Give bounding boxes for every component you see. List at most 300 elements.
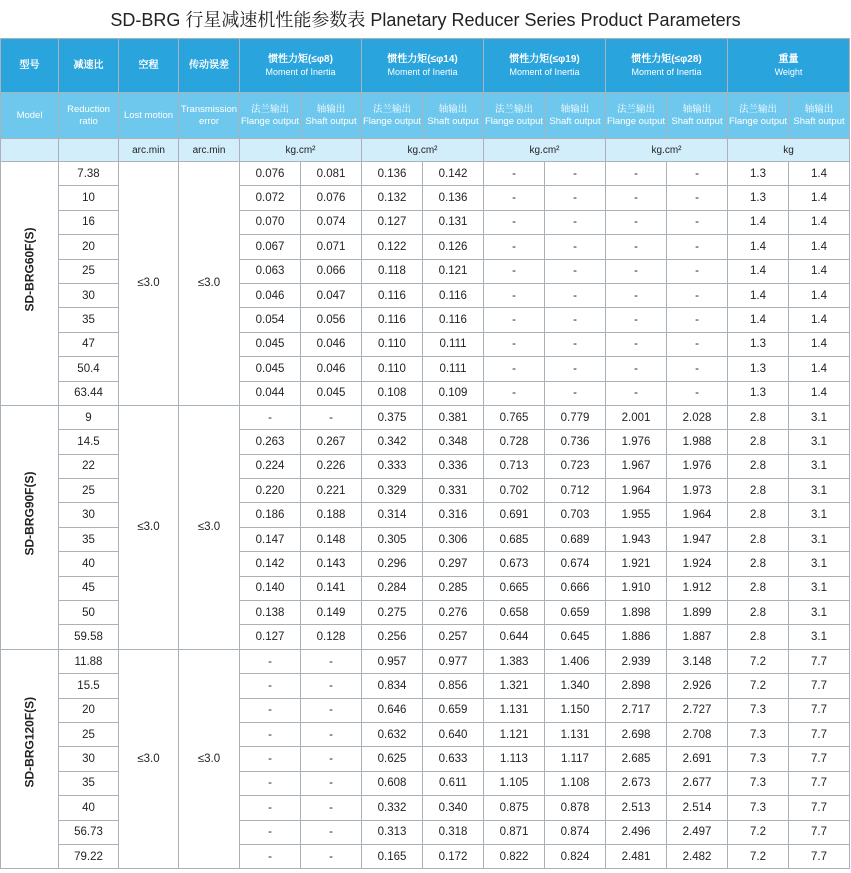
header-shaft-weight — [789, 93, 850, 139]
inertia28-flange-cell: 1.964 — [606, 479, 667, 503]
header-model-en: Model — [1, 93, 59, 139]
inertia28-shaft-cell: 2.028 — [667, 405, 728, 429]
header-flange-19 — [484, 93, 545, 139]
inertia19-flange-cell: 0.658 — [484, 601, 545, 625]
inertia8-shaft-cell: 0.143 — [301, 552, 362, 576]
inertia19-flange-cell: - — [484, 381, 545, 405]
weight-flange-cell: 1.3 — [728, 357, 789, 381]
inertia8-flange-cell: 0.045 — [240, 357, 301, 381]
header-lost-cn: 空程 — [119, 39, 179, 93]
inertia8-shaft-cell: - — [301, 771, 362, 795]
inertia14-flange-cell: 0.284 — [362, 576, 423, 600]
inertia19-shaft-cell: 1.340 — [545, 674, 606, 698]
flange-cn: 法兰输出 — [250, 103, 289, 115]
weight-shaft-cell: 1.4 — [789, 186, 850, 210]
inertia28-flange-cell: 2.698 — [606, 722, 667, 746]
inertia14-flange-cell: 0.122 — [362, 235, 423, 259]
inertia8-flange-cell: 0.045 — [240, 332, 301, 356]
table-row — [1, 405, 850, 429]
inertia14-flange-cell: 0.275 — [362, 601, 423, 625]
ratio-cell: 11.88 — [59, 649, 119, 673]
weight-shaft-cell: 3.1 — [789, 601, 850, 625]
inertia8-shaft-cell: 0.081 — [301, 162, 362, 186]
inertia19-shaft-cell: 0.689 — [545, 527, 606, 551]
weight-shaft-cell: 3.1 — [789, 625, 850, 649]
inertia28-flange-cell: 1.943 — [606, 527, 667, 551]
inertia14-flange-cell: 0.646 — [362, 698, 423, 722]
weight-flange-cell: 7.2 — [728, 820, 789, 844]
inertia28-flange-cell: 2.001 — [606, 405, 667, 429]
flange-en: Flange output — [240, 115, 300, 127]
weight-flange-cell: 7.3 — [728, 771, 789, 795]
model-cell — [1, 162, 59, 406]
shaft-cn: 轴输出 — [682, 103, 712, 115]
header-ratio-en: Reduction ratio — [59, 93, 119, 139]
inertia8-shaft-cell: - — [301, 722, 362, 746]
weight-shaft-cell: 3.1 — [789, 527, 850, 551]
inertia19-shaft-cell: 0.824 — [545, 844, 606, 868]
header-model-cn: 型号 — [1, 39, 59, 93]
inertia28-shaft-cell: - — [667, 210, 728, 234]
header-inertia-28-en: Moment of Inertia — [631, 66, 702, 77]
inertia28-shaft-cell: 2.691 — [667, 747, 728, 771]
ratio-cell: 20 — [59, 698, 119, 722]
weight-shaft-cell: 3.1 — [789, 430, 850, 454]
inertia28-shaft-cell: 1.947 — [667, 527, 728, 551]
inertia28-shaft-cell: 1.899 — [667, 601, 728, 625]
inertia28-flange-cell: - — [606, 162, 667, 186]
inertia14-shaft-cell: 0.276 — [423, 601, 484, 625]
header-trans-cn: 传动误差 — [179, 39, 240, 93]
model-cell — [1, 649, 59, 869]
flange-en: Flange output — [362, 115, 422, 127]
inertia8-shaft-cell: 0.221 — [301, 479, 362, 503]
lost-motion-cell: ≤3.0 — [119, 649, 179, 869]
inertia14-flange-cell: 0.314 — [362, 503, 423, 527]
header-flange-28 — [606, 93, 667, 139]
ratio-cell: 20 — [59, 235, 119, 259]
ratio-cell: 25 — [59, 259, 119, 283]
transmission-error-cell: ≤3.0 — [179, 162, 240, 406]
inertia8-flange-cell: 0.224 — [240, 454, 301, 478]
inertia14-shaft-cell: 0.340 — [423, 796, 484, 820]
weight-flange-cell: 7.2 — [728, 649, 789, 673]
inertia8-shaft-cell: 0.226 — [301, 454, 362, 478]
unit-empty — [1, 139, 59, 162]
inertia28-flange-cell: 2.898 — [606, 674, 667, 698]
ratio-cell: 35 — [59, 527, 119, 551]
inertia28-flange-cell: 1.886 — [606, 625, 667, 649]
inertia14-flange-cell: 0.329 — [362, 479, 423, 503]
inertia28-shaft-cell: - — [667, 259, 728, 283]
header-trans-en: Transmission error — [179, 93, 240, 139]
inertia14-flange-cell: 0.118 — [362, 259, 423, 283]
shaft-cn: 轴输出 — [560, 103, 590, 115]
inertia8-shaft-cell: 0.148 — [301, 527, 362, 551]
weight-shaft-cell: 7.7 — [789, 674, 850, 698]
inertia19-flange-cell: 1.113 — [484, 747, 545, 771]
inertia19-flange-cell: 0.644 — [484, 625, 545, 649]
inertia14-shaft-cell: 0.348 — [423, 430, 484, 454]
inertia19-shaft-cell: 1.150 — [545, 698, 606, 722]
weight-flange-cell: 1.3 — [728, 162, 789, 186]
ratio-cell: 16 — [59, 210, 119, 234]
model-name: SD-BRG120F(S) — [22, 696, 37, 788]
inertia28-shaft-cell: - — [667, 381, 728, 405]
weight-shaft-cell: 1.4 — [789, 235, 850, 259]
unit-inertia-8: kg.cm² — [240, 139, 362, 162]
weight-flange-cell: 7.2 — [728, 674, 789, 698]
header-flange-8 — [240, 93, 301, 139]
inertia14-flange-cell: 0.333 — [362, 454, 423, 478]
inertia8-flange-cell: - — [240, 674, 301, 698]
table-row — [1, 649, 850, 673]
inertia19-flange-cell: - — [484, 186, 545, 210]
inertia19-shaft-cell: - — [545, 259, 606, 283]
inertia14-shaft-cell: 0.336 — [423, 454, 484, 478]
inertia14-flange-cell: 0.296 — [362, 552, 423, 576]
inertia8-shaft-cell: 0.074 — [301, 210, 362, 234]
inertia8-shaft-cell: 0.141 — [301, 576, 362, 600]
inertia14-shaft-cell: 0.111 — [423, 332, 484, 356]
inertia28-flange-cell: 1.967 — [606, 454, 667, 478]
inertia28-flange-cell: 2.481 — [606, 844, 667, 868]
page-title: SD-BRG 行星减速机性能参数表 Planetary Reducer Series Product Parameters — [110, 10, 741, 30]
ratio-cell: 40 — [59, 796, 119, 820]
inertia19-shaft-cell: 1.131 — [545, 722, 606, 746]
inertia28-flange-cell: 1.921 — [606, 552, 667, 576]
weight-flange-cell: 1.4 — [728, 283, 789, 307]
inertia8-flange-cell: - — [240, 820, 301, 844]
inertia19-shaft-cell: 0.645 — [545, 625, 606, 649]
inertia14-shaft-cell: 0.306 — [423, 527, 484, 551]
inertia28-flange-cell: 2.685 — [606, 747, 667, 771]
inertia8-shaft-cell: - — [301, 649, 362, 673]
weight-shaft-cell: 7.7 — [789, 747, 850, 771]
inertia28-shaft-cell: 2.677 — [667, 771, 728, 795]
inertia8-shaft-cell: - — [301, 674, 362, 698]
weight-shaft-cell: 1.4 — [789, 283, 850, 307]
weight-shaft-cell: 7.7 — [789, 796, 850, 820]
header-inertia-14 — [362, 39, 484, 93]
inertia19-flange-cell: 1.131 — [484, 698, 545, 722]
weight-shaft-cell: 1.4 — [789, 308, 850, 332]
ratio-cell: 47 — [59, 332, 119, 356]
inertia28-shaft-cell: 2.482 — [667, 844, 728, 868]
inertia14-shaft-cell: 0.172 — [423, 844, 484, 868]
inertia8-flange-cell: 0.054 — [240, 308, 301, 332]
inertia8-flange-cell: - — [240, 747, 301, 771]
inertia19-flange-cell: - — [484, 308, 545, 332]
inertia14-flange-cell: 0.632 — [362, 722, 423, 746]
weight-shaft-cell: 1.4 — [789, 259, 850, 283]
inertia19-shaft-cell: - — [545, 308, 606, 332]
inertia28-shaft-cell: 1.924 — [667, 552, 728, 576]
weight-flange-cell: 1.3 — [728, 332, 789, 356]
weight-shaft-cell: 3.1 — [789, 479, 850, 503]
flange-en: Flange output — [606, 115, 666, 127]
ratio-cell: 7.38 — [59, 162, 119, 186]
header-inertia-8 — [240, 39, 362, 93]
inertia14-flange-cell: 0.108 — [362, 381, 423, 405]
inertia14-shaft-cell: 0.659 — [423, 698, 484, 722]
inertia14-flange-cell: 0.256 — [362, 625, 423, 649]
shaft-cn: 轴输出 — [438, 103, 468, 115]
inertia14-flange-cell: 0.332 — [362, 796, 423, 820]
weight-flange-cell: 2.8 — [728, 405, 789, 429]
inertia14-shaft-cell: 0.977 — [423, 649, 484, 673]
inertia19-flange-cell: - — [484, 210, 545, 234]
model-name: SD-BRG60F(S) — [22, 227, 37, 312]
inertia28-flange-cell: - — [606, 357, 667, 381]
ratio-cell: 30 — [59, 747, 119, 771]
weight-shaft-cell: 7.7 — [789, 722, 850, 746]
ratio-cell: 56.73 — [59, 820, 119, 844]
ratio-cell: 25 — [59, 479, 119, 503]
ratio-cell: 30 — [59, 503, 119, 527]
inertia8-shaft-cell: - — [301, 844, 362, 868]
weight-flange-cell: 2.8 — [728, 527, 789, 551]
header-inertia-14-cn: 惯性力矩(≤φ14) — [387, 53, 458, 65]
inertia19-shaft-cell: - — [545, 186, 606, 210]
inertia14-flange-cell: 0.110 — [362, 332, 423, 356]
unit-inertia-19: kg.cm² — [484, 139, 606, 162]
inertia8-flange-cell: 0.046 — [240, 283, 301, 307]
inertia8-shaft-cell: - — [301, 820, 362, 844]
ratio-cell: 15.5 — [59, 674, 119, 698]
flange-cn: 法兰输出 — [494, 103, 533, 115]
inertia28-shaft-cell: - — [667, 162, 728, 186]
inertia19-flange-cell: 0.665 — [484, 576, 545, 600]
inertia8-flange-cell: 0.070 — [240, 210, 301, 234]
inertia14-flange-cell: 0.116 — [362, 283, 423, 307]
unit-lost: arc.min — [119, 139, 179, 162]
inertia14-shaft-cell: 0.285 — [423, 576, 484, 600]
parameters-table — [0, 38, 850, 869]
inertia28-shaft-cell: 1.964 — [667, 503, 728, 527]
weight-flange-cell: 2.8 — [728, 601, 789, 625]
inertia14-flange-cell: 0.132 — [362, 186, 423, 210]
weight-flange-cell: 7.3 — [728, 722, 789, 746]
shaft-en: Shaft output — [671, 115, 723, 127]
inertia8-shaft-cell: - — [301, 747, 362, 771]
inertia19-shaft-cell: 0.779 — [545, 405, 606, 429]
inertia8-shaft-cell: 0.046 — [301, 357, 362, 381]
shaft-en: Shaft output — [549, 115, 601, 127]
ratio-cell: 14.5 — [59, 430, 119, 454]
inertia28-shaft-cell: 2.497 — [667, 820, 728, 844]
inertia28-flange-cell: - — [606, 235, 667, 259]
transmission-error-cell: ≤3.0 — [179, 649, 240, 869]
inertia14-flange-cell: 0.305 — [362, 527, 423, 551]
inertia14-flange-cell: 0.342 — [362, 430, 423, 454]
inertia19-flange-cell: 0.871 — [484, 820, 545, 844]
header-row-en — [1, 93, 850, 139]
ratio-cell: 40 — [59, 552, 119, 576]
inertia14-shaft-cell: 0.121 — [423, 259, 484, 283]
shaft-cn: 轴输出 — [316, 103, 346, 115]
header-lost-en: Lost motion — [119, 93, 179, 139]
inertia8-shaft-cell: 0.128 — [301, 625, 362, 649]
inertia28-shaft-cell: - — [667, 283, 728, 307]
inertia14-shaft-cell: 0.257 — [423, 625, 484, 649]
header-inertia-19-cn: 惯性力矩(≤φ19) — [509, 53, 580, 65]
unit-inertia-14: kg.cm² — [362, 139, 484, 162]
shaft-en: Shaft output — [427, 115, 479, 127]
inertia19-shaft-cell: - — [545, 235, 606, 259]
inertia14-shaft-cell: 0.331 — [423, 479, 484, 503]
unit-weight: kg — [728, 139, 850, 162]
unit-trans: arc.min — [179, 139, 240, 162]
inertia8-shaft-cell: 0.071 — [301, 235, 362, 259]
model-cell — [1, 405, 59, 649]
inertia14-flange-cell: 0.136 — [362, 162, 423, 186]
inertia8-flange-cell: 0.142 — [240, 552, 301, 576]
inertia19-flange-cell: - — [484, 283, 545, 307]
inertia28-flange-cell: 1.898 — [606, 601, 667, 625]
weight-shaft-cell: 3.1 — [789, 405, 850, 429]
inertia8-flange-cell: 0.140 — [240, 576, 301, 600]
weight-shaft-cell: 1.4 — [789, 381, 850, 405]
inertia28-flange-cell: - — [606, 259, 667, 283]
inertia28-flange-cell: 2.496 — [606, 820, 667, 844]
inertia8-flange-cell: - — [240, 796, 301, 820]
flange-cn: 法兰输出 — [616, 103, 655, 115]
inertia14-shaft-cell: 0.136 — [423, 186, 484, 210]
inertia8-flange-cell: 0.147 — [240, 527, 301, 551]
inertia19-flange-cell: - — [484, 332, 545, 356]
inertia19-flange-cell: - — [484, 162, 545, 186]
weight-flange-cell: 2.8 — [728, 552, 789, 576]
ratio-cell: 9 — [59, 405, 119, 429]
header-shaft-19 — [545, 93, 606, 139]
inertia8-flange-cell: 0.063 — [240, 259, 301, 283]
weight-flange-cell: 1.3 — [728, 186, 789, 210]
inertia8-flange-cell: 0.263 — [240, 430, 301, 454]
ratio-cell: 35 — [59, 308, 119, 332]
inertia14-flange-cell: 0.375 — [362, 405, 423, 429]
inertia14-shaft-cell: 0.126 — [423, 235, 484, 259]
inertia14-shaft-cell: 0.131 — [423, 210, 484, 234]
flange-en: Flange output — [484, 115, 544, 127]
flange-cn: 法兰输出 — [738, 103, 777, 115]
weight-shaft-cell: 7.7 — [789, 771, 850, 795]
header-ratio-cn: 减速比 — [59, 39, 119, 93]
header-row-cn — [1, 39, 850, 93]
weight-flange-cell: 2.8 — [728, 625, 789, 649]
inertia14-flange-cell: 0.834 — [362, 674, 423, 698]
shaft-en: Shaft output — [793, 115, 845, 127]
inertia19-shaft-cell: 1.117 — [545, 747, 606, 771]
inertia28-shaft-cell: 3.148 — [667, 649, 728, 673]
inertia8-flange-cell: - — [240, 405, 301, 429]
inertia28-shaft-cell: 1.912 — [667, 576, 728, 600]
inertia19-shaft-cell: - — [545, 162, 606, 186]
inertia8-flange-cell: 0.076 — [240, 162, 301, 186]
weight-flange-cell: 7.3 — [728, 747, 789, 771]
inertia14-flange-cell: 0.127 — [362, 210, 423, 234]
weight-shaft-cell: 3.1 — [789, 576, 850, 600]
weight-flange-cell: 2.8 — [728, 454, 789, 478]
inertia19-shaft-cell: 1.406 — [545, 649, 606, 673]
inertia28-shaft-cell: 1.973 — [667, 479, 728, 503]
weight-flange-cell: 1.4 — [728, 308, 789, 332]
inertia14-flange-cell: 0.608 — [362, 771, 423, 795]
ratio-cell: 25 — [59, 722, 119, 746]
inertia28-flange-cell: - — [606, 283, 667, 307]
weight-shaft-cell: 1.4 — [789, 357, 850, 381]
inertia19-shaft-cell: 0.666 — [545, 576, 606, 600]
inertia19-shaft-cell: 0.703 — [545, 503, 606, 527]
header-inertia-14-en: Moment of Inertia — [387, 66, 458, 77]
inertia28-flange-cell: - — [606, 332, 667, 356]
ratio-cell: 50.4 — [59, 357, 119, 381]
weight-shaft-cell: 7.7 — [789, 698, 850, 722]
inertia28-shaft-cell: - — [667, 308, 728, 332]
header-weight-en: Weight — [774, 66, 803, 77]
inertia19-flange-cell: - — [484, 235, 545, 259]
inertia14-shaft-cell: 0.611 — [423, 771, 484, 795]
inertia14-shaft-cell: 0.318 — [423, 820, 484, 844]
inertia8-shaft-cell: - — [301, 796, 362, 820]
weight-shaft-cell: 3.1 — [789, 503, 850, 527]
inertia19-flange-cell: 0.822 — [484, 844, 545, 868]
inertia8-flange-cell: 0.186 — [240, 503, 301, 527]
unit-inertia-28: kg.cm² — [606, 139, 728, 162]
header-flange-14 — [362, 93, 423, 139]
inertia28-flange-cell: - — [606, 210, 667, 234]
inertia28-shaft-cell: - — [667, 235, 728, 259]
inertia14-shaft-cell: 0.640 — [423, 722, 484, 746]
inertia14-shaft-cell: 0.111 — [423, 357, 484, 381]
weight-flange-cell: 7.2 — [728, 844, 789, 868]
inertia28-flange-cell: 2.717 — [606, 698, 667, 722]
flange-cn: 法兰输出 — [372, 103, 411, 115]
inertia28-shaft-cell: 1.976 — [667, 454, 728, 478]
ratio-cell: 59.58 — [59, 625, 119, 649]
inertia28-flange-cell: - — [606, 381, 667, 405]
weight-shaft-cell: 1.4 — [789, 210, 850, 234]
weight-shaft-cell: 7.7 — [789, 649, 850, 673]
inertia19-shaft-cell: 0.878 — [545, 796, 606, 820]
inertia28-shaft-cell: 2.708 — [667, 722, 728, 746]
inertia14-flange-cell: 0.110 — [362, 357, 423, 381]
header-shaft-8 — [301, 93, 362, 139]
inertia14-shaft-cell: 0.381 — [423, 405, 484, 429]
inertia19-flange-cell: 1.105 — [484, 771, 545, 795]
weight-flange-cell: 1.3 — [728, 381, 789, 405]
weight-shaft-cell: 7.7 — [789, 844, 850, 868]
header-inertia-8-en: Moment of Inertia — [265, 66, 336, 77]
inertia14-flange-cell: 0.165 — [362, 844, 423, 868]
inertia14-shaft-cell: 0.109 — [423, 381, 484, 405]
inertia19-flange-cell: 0.673 — [484, 552, 545, 576]
ratio-cell: 22 — [59, 454, 119, 478]
weight-shaft-cell: 1.4 — [789, 162, 850, 186]
weight-shaft-cell: 3.1 — [789, 552, 850, 576]
inertia8-flange-cell: - — [240, 698, 301, 722]
inertia19-shaft-cell: 0.674 — [545, 552, 606, 576]
header-flange-weight — [728, 93, 789, 139]
header-inertia-28-cn: 惯性力矩(≤φ28) — [631, 53, 702, 65]
weight-shaft-cell: 1.4 — [789, 332, 850, 356]
weight-shaft-cell: 3.1 — [789, 454, 850, 478]
weight-flange-cell: 2.8 — [728, 479, 789, 503]
inertia8-flange-cell: - — [240, 844, 301, 868]
inertia19-flange-cell: 1.383 — [484, 649, 545, 673]
inertia14-shaft-cell: 0.316 — [423, 503, 484, 527]
weight-flange-cell: 1.4 — [728, 259, 789, 283]
